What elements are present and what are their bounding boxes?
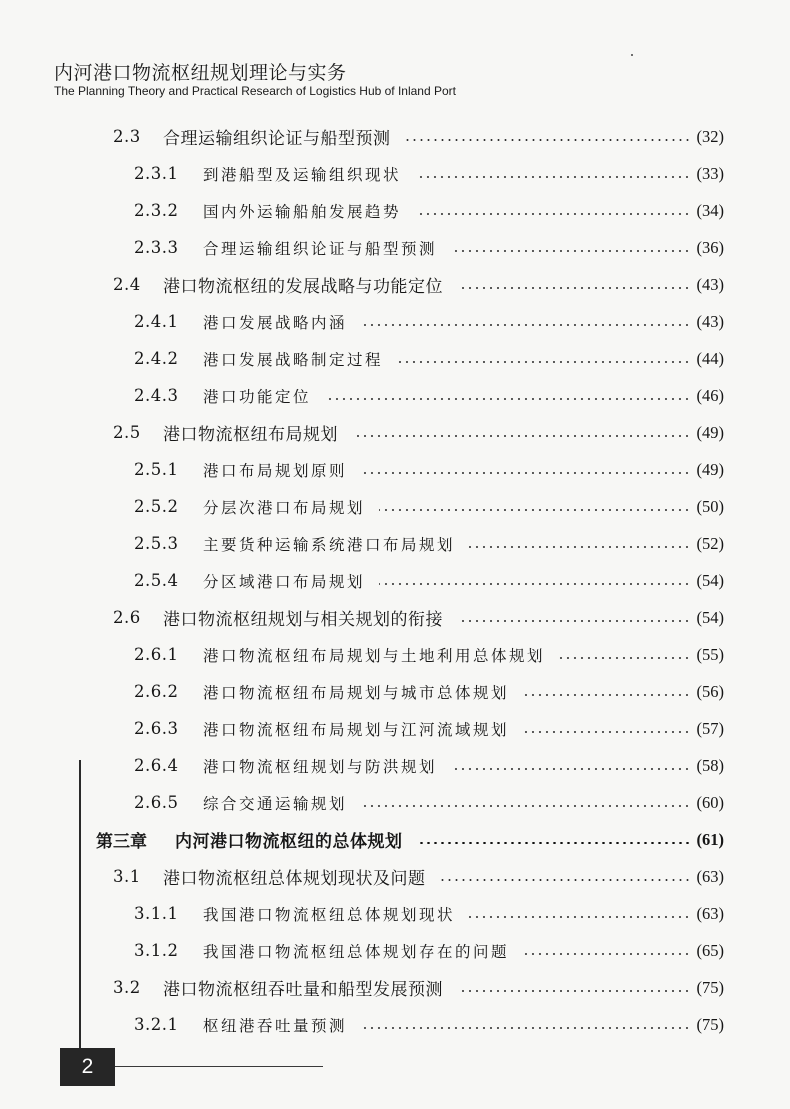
toc-entry-2-5[interactable] <box>0 414 790 451</box>
toc-entry-2-4[interactable] <box>0 266 790 303</box>
toc-entry-number: 2.4.2 <box>134 349 179 368</box>
toc-entry-title: 综合交通运输规划 <box>203 794 348 813</box>
toc-entry-page: (75) <box>696 977 724 997</box>
toc-entry-title: 港口物流枢纽布局规划与城市总体规划 <box>203 683 510 702</box>
toc-entry-number: 2.6.1 <box>134 645 179 664</box>
toc-entry-page: (57) <box>696 718 724 738</box>
toc-entry-title: 港口功能定位 <box>203 387 312 406</box>
dot-leader <box>451 768 690 770</box>
toc-entry-number: 2.4.1 <box>134 312 179 331</box>
dot-leader <box>361 1027 690 1029</box>
dot-leader <box>415 176 690 178</box>
dot-leader <box>417 842 691 844</box>
toc-entry-3-1-2[interactable] <box>0 932 790 969</box>
dot-leader <box>397 361 690 363</box>
toc-entry-2-4-2[interactable] <box>0 340 790 377</box>
toc-entry-number: 2.6.4 <box>134 756 179 775</box>
toc-entry-2-3-1[interactable] <box>0 155 790 192</box>
toc-entry-number: 2.4.3 <box>134 386 179 405</box>
toc-entry-number: 2.6.2 <box>134 682 179 701</box>
toc-entry-title: 到港船型及运输组织现状 <box>203 165 402 184</box>
dot-leader <box>469 546 690 548</box>
toc-entry-2-6-1[interactable] <box>0 636 790 673</box>
dot-leader <box>415 213 690 215</box>
toc-entry-title: 港口物流枢纽总体规划现状及问题 <box>163 869 426 889</box>
running-header-title-en: The Planning Theory and Practical Research of Logistics Hub of Inland Port <box>54 84 456 98</box>
dot-leader <box>457 287 691 289</box>
toc-entry-title: 港口物流枢纽布局规划与土地利用总体规划 <box>203 646 546 665</box>
toc-entry-title: 分层次港口布局规划 <box>203 498 366 517</box>
toc-entry-page: (34) <box>696 200 724 220</box>
toc-entry-number: 2.5.3 <box>134 534 179 553</box>
toc-entry-number: 2.3.1 <box>134 164 179 183</box>
toc-entry-page: (60) <box>696 792 724 812</box>
toc-entry-number: 2.3.2 <box>134 201 179 220</box>
toc-entry-title: 港口物流枢纽布局规划 <box>163 425 338 445</box>
toc-entry-2-3-3[interactable] <box>0 229 790 266</box>
toc-entry-title: 港口布局规划原则 <box>203 461 348 480</box>
dot-leader <box>440 879 691 881</box>
dot-leader <box>523 694 690 696</box>
dot-leader <box>405 139 691 141</box>
toc-entry-title: 我国港口物流枢纽总体规划存在的问题 <box>203 942 510 961</box>
footer-rule <box>115 1066 323 1067</box>
toc-entry-page: (75) <box>696 1014 724 1034</box>
toc-entry-number: 3.1.2 <box>134 941 179 960</box>
toc-entry-page: (63) <box>696 903 724 923</box>
toc-entry-2-6-2[interactable] <box>0 673 790 710</box>
toc-entry-number: 2.6.5 <box>134 793 179 812</box>
toc-entry-page: (43) <box>696 311 724 331</box>
dot-leader <box>379 583 690 585</box>
toc-entry-page: (54) <box>696 570 724 590</box>
dot-leader <box>523 953 690 955</box>
toc-entry-3-1[interactable] <box>0 858 790 895</box>
toc-entry-page: (49) <box>696 422 724 442</box>
toc-entry-title: 港口物流枢纽吞吐量和船型发展预测 <box>163 980 443 1000</box>
dot-leader <box>361 472 690 474</box>
running-header-title-cn: 内河港口物流枢纽规划理论与实务 <box>54 62 347 84</box>
toc-entry-number: 2.5 <box>113 423 141 442</box>
toc-entry-page: (33) <box>696 163 724 183</box>
toc-entry-2-6[interactable] <box>0 599 790 636</box>
toc-entry-number: 2.5.1 <box>134 460 179 479</box>
toc-entry-number: 2.4 <box>113 275 141 294</box>
toc-entry-number: 2.6.3 <box>134 719 179 738</box>
toc-entry-page: (63) <box>696 866 724 886</box>
dot-leader <box>451 250 690 252</box>
toc-entry-3-2-1[interactable] <box>0 1006 790 1043</box>
toc-entry-2-5-3[interactable] <box>0 525 790 562</box>
toc-entry-number: 3.1.1 <box>134 904 179 923</box>
toc-entry-number: 3.1 <box>113 867 141 886</box>
toc-entry-page: (36) <box>696 237 724 257</box>
dot-leader <box>457 990 691 992</box>
toc-entry-title: 枢纽港吞吐量预测 <box>203 1016 348 1035</box>
toc-entry-number: 3.2.1 <box>134 1015 179 1034</box>
toc-entry-title: 分区域港口布局规划 <box>203 572 366 591</box>
margin-vertical-rule <box>79 760 81 1080</box>
toc-entry-page: (44) <box>696 348 724 368</box>
toc-entry-2-3[interactable] <box>0 118 790 155</box>
dot-leader <box>361 324 690 326</box>
toc-entry-2-5-2[interactable] <box>0 488 790 525</box>
toc-entry-page: (58) <box>696 755 724 775</box>
dot-leader <box>559 657 690 659</box>
dot-leader <box>361 805 690 807</box>
toc-entry-number: 2.5.2 <box>134 497 179 516</box>
toc-entry-page: (43) <box>696 274 724 294</box>
dot-leader <box>469 916 690 918</box>
toc-entry-page: (55) <box>696 644 724 664</box>
toc-entry-number: 3.2 <box>113 978 141 997</box>
toc-entry-page: (46) <box>696 385 724 405</box>
toc-entry-title: 港口物流枢纽规划与防洪规划 <box>203 757 438 776</box>
toc-entry-title: 合理运输组织论证与船型预测 <box>203 239 438 258</box>
toc-entry-page: (32) <box>696 126 724 146</box>
toc-entry-title: 国内外运输船舶发展趋势 <box>203 202 402 221</box>
toc-entry-2-6-3[interactable] <box>0 710 790 747</box>
toc-entry-2-6-5[interactable] <box>0 784 790 821</box>
toc-entry-title: 合理运输组织论证与船型预测 <box>163 129 391 149</box>
toc-entry-第三章[interactable] <box>0 821 790 858</box>
toc-entry-title: 港口发展战略内涵 <box>203 313 348 332</box>
toc-entry-title: 港口物流枢纽布局规划与江河流域规划 <box>203 720 510 739</box>
toc-entry-2-5-4[interactable] <box>0 562 790 599</box>
toc-entry-2-4-3[interactable] <box>0 377 790 414</box>
toc-entry-page: (52) <box>696 533 724 553</box>
toc-entry-number: 2.5.4 <box>134 571 179 590</box>
toc-entry-2-4-1[interactable] <box>0 303 790 340</box>
dot-leader <box>352 435 691 437</box>
dot-leader <box>523 731 690 733</box>
page-number-badge: 2 <box>60 1048 115 1086</box>
toc-entry-number: 2.3 <box>113 127 141 146</box>
ink-speck <box>631 54 633 56</box>
toc-entry-page: (49) <box>696 459 724 479</box>
toc-entry-page: (56) <box>696 681 724 701</box>
toc-entry-number: 第三章 <box>96 832 147 852</box>
toc-entry-2-3-2[interactable] <box>0 192 790 229</box>
toc-entry-3-2[interactable] <box>0 969 790 1006</box>
toc-entry-title: 港口物流枢纽的发展战略与功能定位 <box>163 277 443 297</box>
toc-entry-title: 港口发展战略制定过程 <box>203 350 384 369</box>
toc-entry-number: 2.3.3 <box>134 238 179 257</box>
toc-entry-3-1-1[interactable] <box>0 895 790 932</box>
toc-entry-page: (61) <box>696 829 724 849</box>
dot-leader <box>379 509 690 511</box>
toc-entry-number: 2.6 <box>113 608 141 627</box>
toc-entry-page: (65) <box>696 940 724 960</box>
toc-entry-2-6-4[interactable] <box>0 747 790 784</box>
dot-leader <box>325 398 690 400</box>
toc-entry-title: 我国港口物流枢纽总体规划现状 <box>203 905 456 924</box>
toc-entry-page: (54) <box>696 607 724 627</box>
toc-entry-2-5-1[interactable] <box>0 451 790 488</box>
toc-entry-title: 港口物流枢纽规划与相关规划的衔接 <box>163 610 443 630</box>
toc-entry-title: 内河港口物流枢纽的总体规划 <box>175 832 403 852</box>
toc-entry-page: (50) <box>696 496 724 516</box>
dot-leader <box>457 620 691 622</box>
toc-entry-title: 主要货种运输系统港口布局规划 <box>203 535 456 554</box>
